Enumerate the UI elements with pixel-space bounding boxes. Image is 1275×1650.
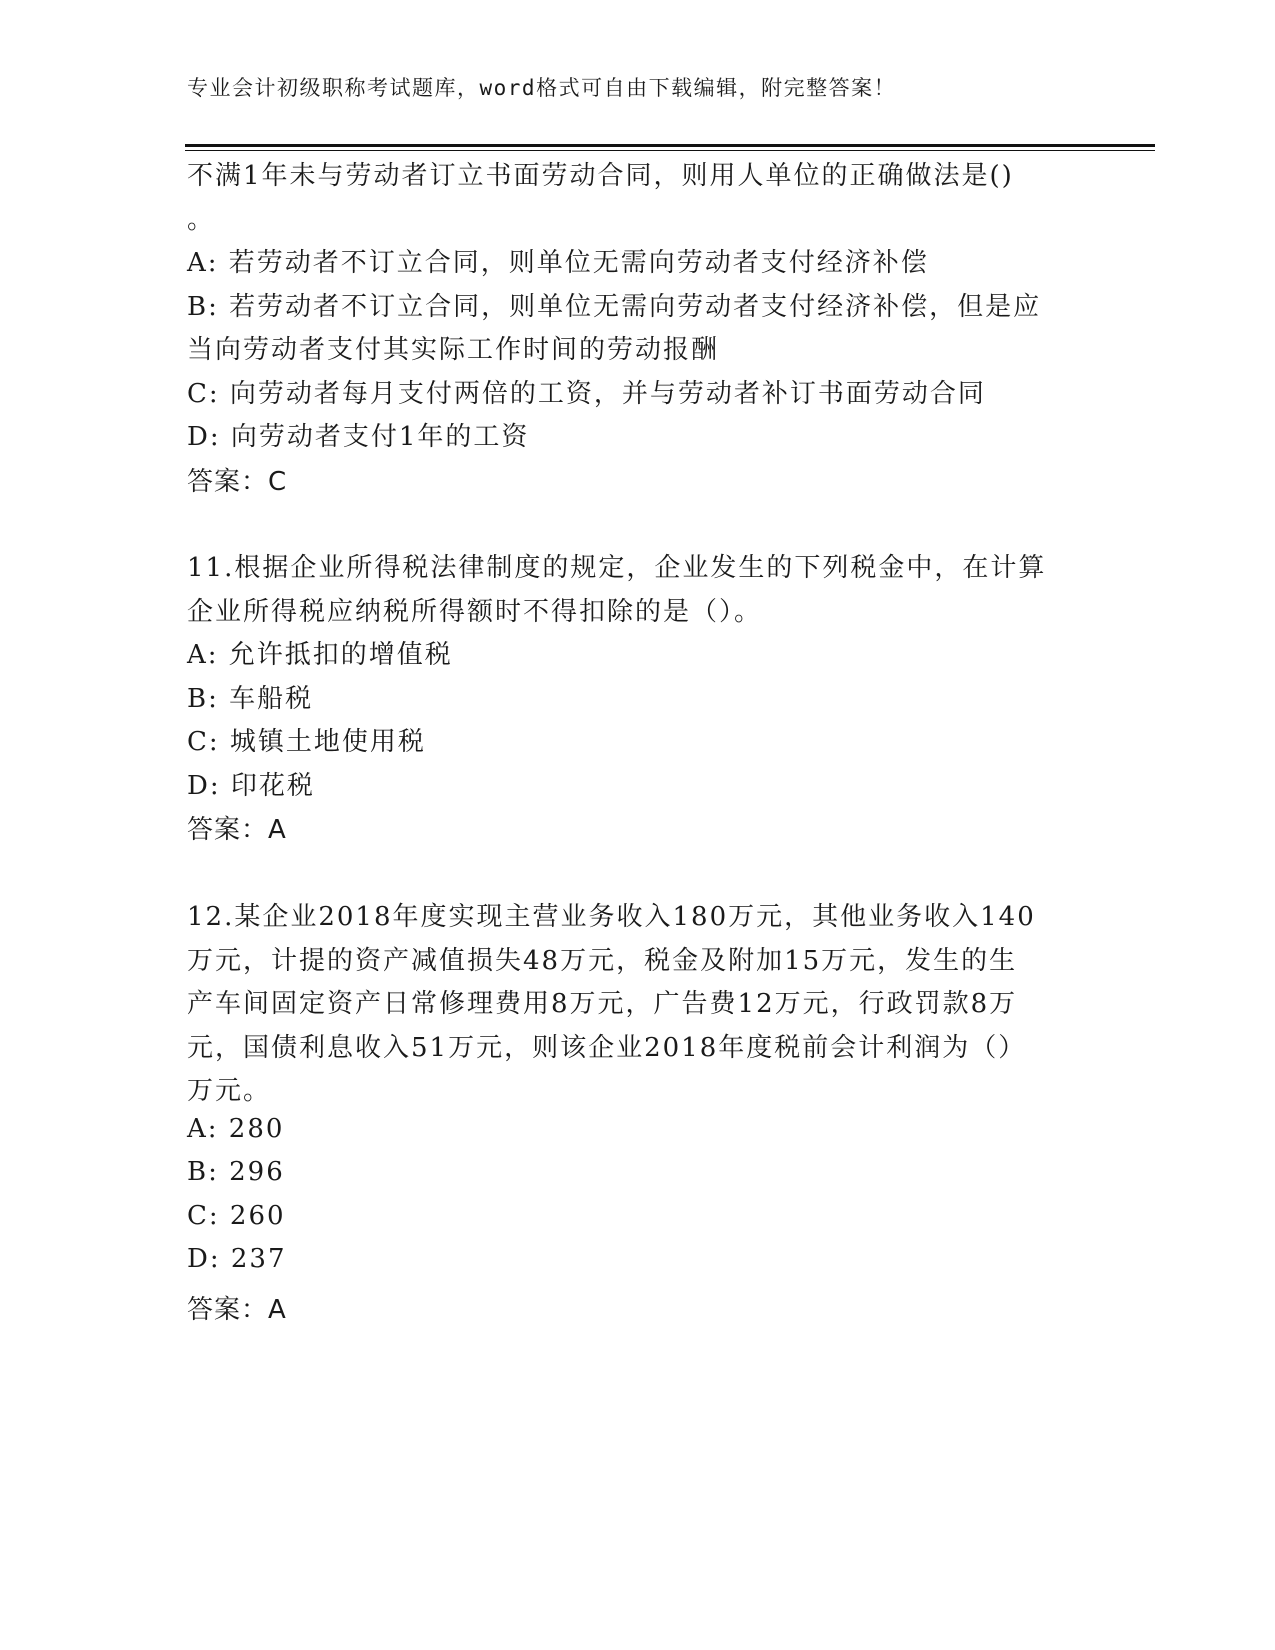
question-10-option-b: B: 若劳动者不订立合同，则单位无需向劳动者支付经济补偿，但是应 [187,292,1042,322]
question-10-stem-line-2: 。 [187,205,216,235]
question-12-stem-line-4: 元，国债利息收入51万元，则该企业2018年度税前会计利润为（） [187,1033,1027,1063]
question-10-option-d: D: 向劳动者支付1年的工资 [187,422,530,452]
question-12-stem-line-3: 产车间固定资产日常修理费用8万元，广告费12万元，行政罚款8万 [187,989,1018,1019]
question-11-stem-line-2: 企业所得税应纳税所得额时不得扣除的是（）。 [187,597,763,627]
question-12-stem-line-2: 万元，计提的资产减值损失48万元，税金及附加15万元，发生的生 [187,946,1018,976]
question-12-option-a: A: 280 [187,1114,285,1144]
question-10-stem-line-1: 不满1年未与劳动者订立书面劳动合同，则用人单位的正确做法是() [187,161,1014,191]
question-12-option-c: C: 260 [187,1201,286,1231]
question-10-option-b-continued: 当向劳动者支付其实际工作时间的劳动报酬 [187,335,720,365]
question-11-option-a: A: 允许抵扣的增值税 [187,640,453,670]
question-12-option-d: D: 237 [187,1244,287,1274]
question-11-option-b: B: 车船税 [187,684,314,714]
question-10-option-a: A: 若劳动者不订立合同，则单位无需向劳动者支付经济补偿 [187,248,929,278]
page-header: 专业会计初级职称考试题库，word格式可自由下载编辑，附完整答案！ [187,76,897,100]
question-12-stem-line-1: 12.某企业2018年度实现主营业务收入180万元，其他业务收入140 [187,902,1036,932]
question-11-stem-line-1: 11.根据企业所得税法律制度的规定，企业发生的下列税金中，在计算 [187,553,1047,583]
question-10-answer: 答案：C [187,467,288,497]
question-10-option-c: C: 向劳动者每月支付两倍的工资，并与劳动者补订书面劳动合同 [187,379,986,409]
header-divider-thick [185,144,1155,147]
question-12-option-b: B: 296 [187,1157,285,1187]
question-11-answer: 答案：A [187,815,287,845]
header-divider-thin [185,150,1155,151]
question-12-stem-line-5: 万元。 [187,1076,272,1106]
question-11-option-c: C: 城镇土地使用税 [187,727,426,757]
question-11-option-d: D: 印花税 [187,771,315,801]
question-12-answer: 答案：A [187,1295,287,1325]
